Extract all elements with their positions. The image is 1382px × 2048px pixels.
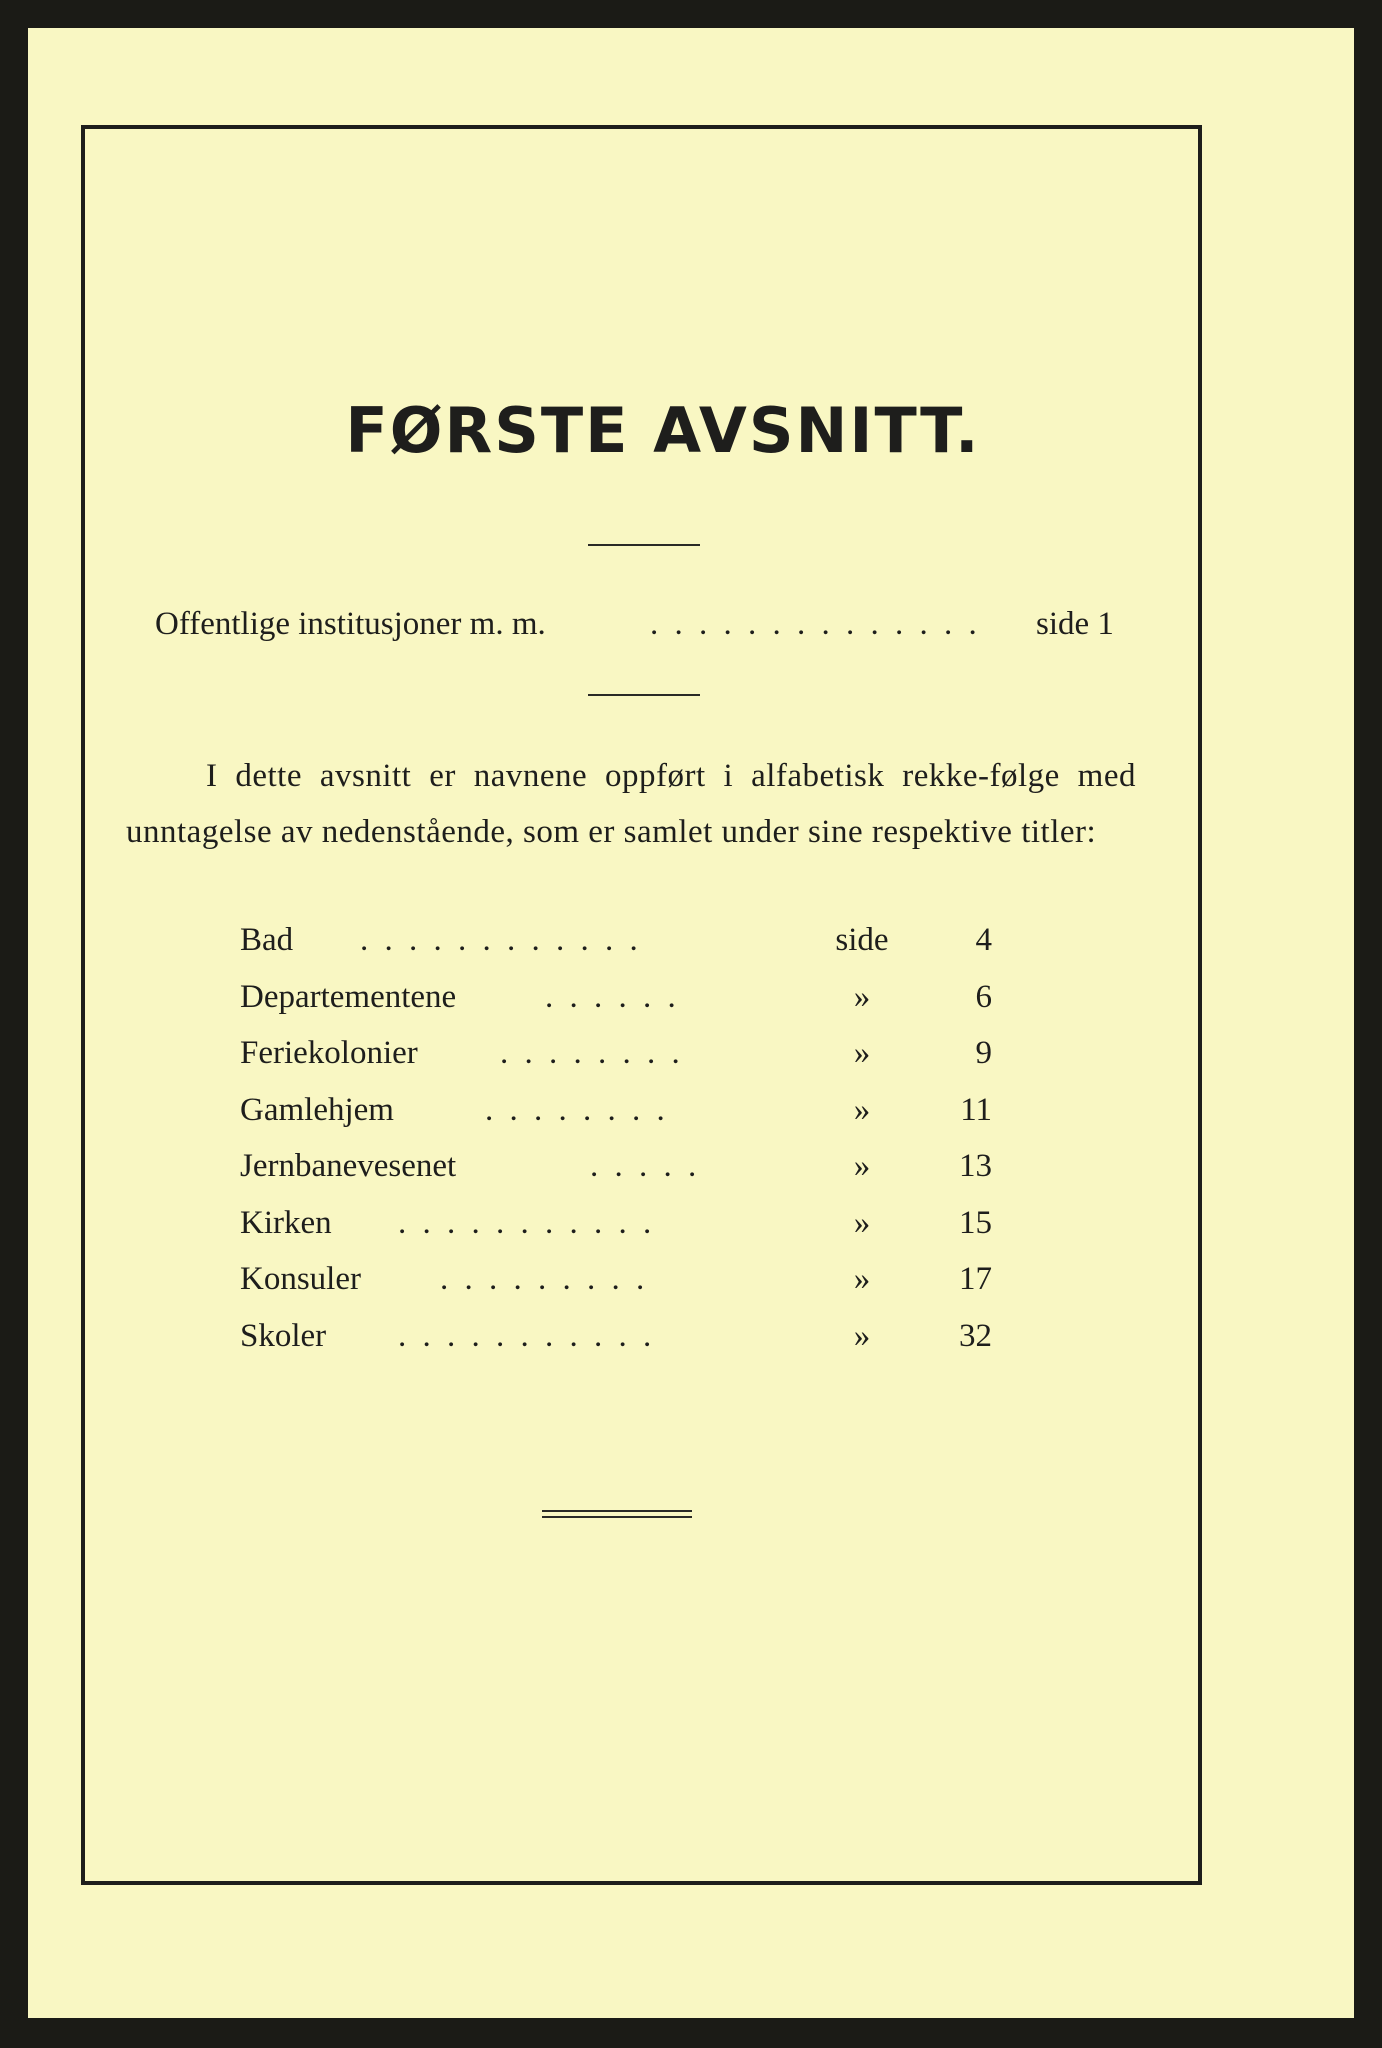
entry-page: 32 xyxy=(959,1317,992,1354)
entry-name: Skoler xyxy=(240,1317,327,1354)
intro-paragraph: I dette avsnitt er navnene oppført i alfabetisk rekke-følge med unntagelse av nedenstående, som er samlet under sine respektive titler: xyxy=(126,758,1136,850)
page-sheet xyxy=(28,28,1354,2018)
entry-page: 9 xyxy=(975,1035,992,1071)
entry-leader: . . . . . . xyxy=(545,978,680,1015)
entry-page: 4 xyxy=(975,922,992,958)
entry-leader: . . . . . . . . . xyxy=(440,1261,649,1297)
section-title: FØRSTE AVSNITT. xyxy=(345,394,981,467)
entry-row xyxy=(0,978,1326,1021)
entry-page: 13 xyxy=(959,1148,992,1184)
entry-leader: . . . . . . . . . . . xyxy=(398,1317,656,1354)
summary-side: side 1 xyxy=(1036,606,1114,642)
entry-mark: » xyxy=(853,1035,871,1071)
entry-name: Bad xyxy=(240,922,294,958)
entry-page: 11 xyxy=(960,1091,992,1128)
entry-row xyxy=(0,924,1326,964)
entry-page: 17 xyxy=(959,1261,992,1297)
entry-leader: . . . . . . . . . . . xyxy=(398,1204,656,1241)
entry-page: 15 xyxy=(959,1204,992,1241)
summary-label: Offentlige institusjoner m. m. xyxy=(155,606,546,642)
entry-leader: . . . . . . . . xyxy=(485,1091,669,1128)
entry-row xyxy=(0,1091,1326,1134)
entry-name: Feriekolonier xyxy=(240,1035,418,1071)
entry-name: Gamlehjem xyxy=(240,1091,394,1128)
rule-middle xyxy=(588,694,700,696)
entry-row xyxy=(0,1317,1326,1360)
entry-mark: » xyxy=(853,1261,871,1297)
entry-leader: . . . . . . . . xyxy=(500,1035,684,1071)
double-rule xyxy=(542,1510,692,1518)
entry-name: Jernbanevesenet xyxy=(240,1148,457,1184)
entry-row xyxy=(0,1204,1326,1247)
entry-leader: . . . . . xyxy=(590,1148,701,1184)
summary-leader: . . . . . . . . . . . . . . xyxy=(650,606,981,642)
entry-page: 6 xyxy=(975,978,992,1015)
entry-row xyxy=(0,1150,1326,1190)
entry-mark: » xyxy=(853,1091,871,1128)
entry-name: Kirken xyxy=(240,1204,332,1241)
entry-row xyxy=(0,1037,1326,1077)
entry-mark: » xyxy=(853,978,871,1015)
entry-name: Departementene xyxy=(240,978,457,1015)
entry-mark: » xyxy=(853,1317,871,1354)
entry-mark: » xyxy=(853,1204,871,1241)
rule-top xyxy=(588,544,700,546)
entry-row xyxy=(0,1263,1326,1303)
entry-mark: side xyxy=(835,922,889,958)
entry-mark: » xyxy=(853,1148,871,1184)
entry-name: Konsuler xyxy=(240,1261,361,1297)
entry-leader: . . . . . . . . . . . . xyxy=(360,922,642,958)
